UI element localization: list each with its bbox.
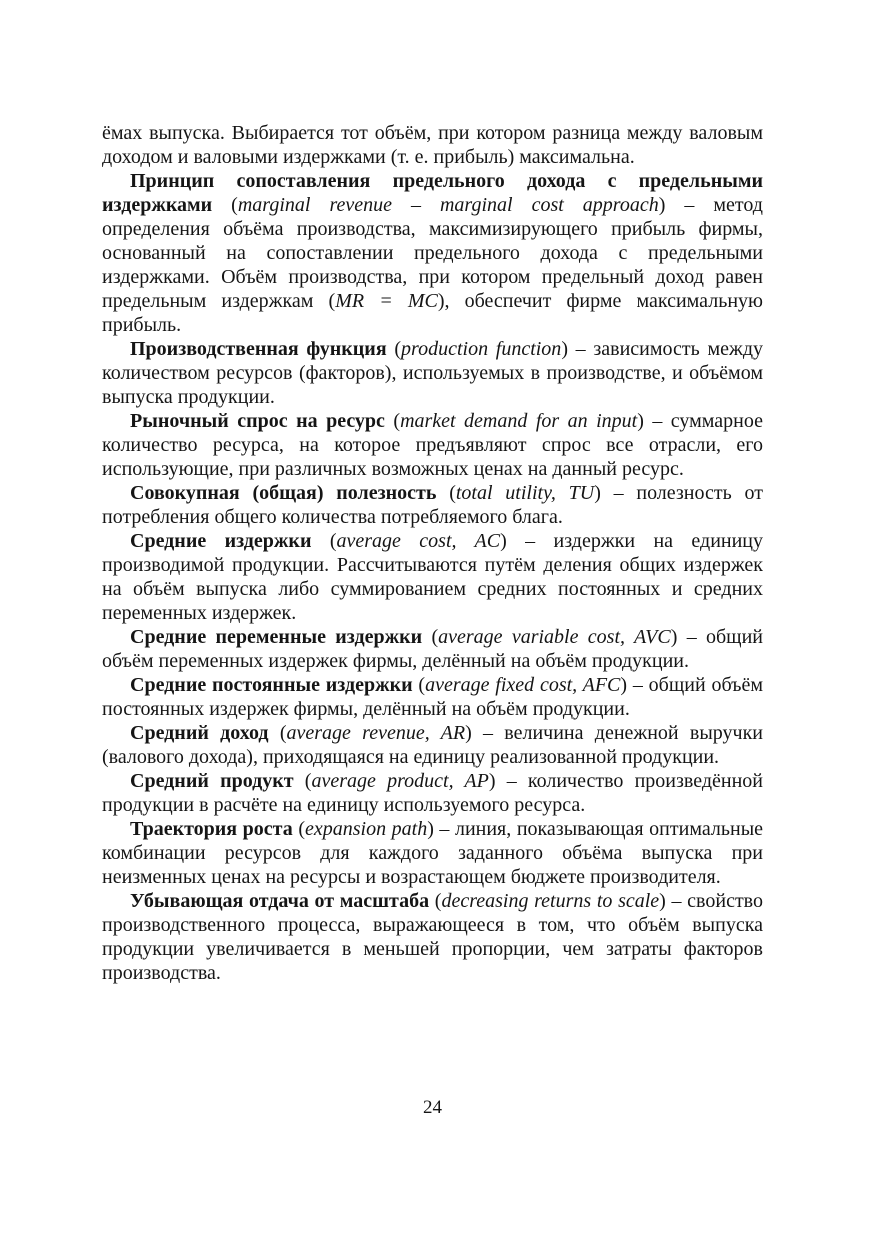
definition-text: ) – зависимость между количеством ресурсов (факторов), используемых в производстве, и объёмом выпуска продукции. xyxy=(102,338,763,408)
term-text: Убывающая отдача от масштаба xyxy=(130,890,430,912)
paragraph xyxy=(102,481,763,529)
paragraph xyxy=(102,169,763,337)
definition-text: ) – свойство производственного процесса, выражающееся в том, что объём выпуска продукции увеличивается в меньшей пропорции, чем затраты факторов производства. xyxy=(102,890,763,984)
term-text: Средний продукт xyxy=(130,770,294,792)
definition-text: ( xyxy=(292,818,305,840)
paragraph xyxy=(102,769,763,817)
definition-text: ( xyxy=(436,482,456,504)
english-term-text: production function xyxy=(401,338,562,360)
english-term-text: average product, AP xyxy=(311,770,489,792)
english-term-text: marginal revenue – marginal cost approach xyxy=(237,194,659,216)
paragraph xyxy=(102,625,763,673)
definition-text: ) – общий объём постоянных издержек фирмы, делённый на объём продукции. xyxy=(102,674,763,720)
definition-text: ) – общий объём переменных издержек фирмы, делённый на объём продукции. xyxy=(102,626,763,672)
definition-text: ( xyxy=(386,338,402,360)
term-text: Средние постоянные издержки xyxy=(130,674,413,696)
paragraph xyxy=(102,817,763,889)
english-term-text: market demand for an input xyxy=(400,410,638,432)
term-text: Траектория роста xyxy=(130,818,293,840)
definition-text: ( xyxy=(422,626,439,648)
definition-text: ( xyxy=(412,674,426,696)
english-term-text: decreasing returns to scale xyxy=(441,890,660,912)
paragraph xyxy=(102,889,763,985)
definition-text: ) – суммарное количество ресурса, на которое предъявляют спрос все отрасли, его использующие, при различных возможных ценах на данный ресурс. xyxy=(102,410,764,480)
definition-text: ёмах выпуска. Выбирается тот объём, при котором разница между валовым доходом и валовыми издержками (т. е. прибыль) максимальна. xyxy=(102,122,763,168)
paragraph xyxy=(102,721,763,769)
definition-text: ) – линия, показывающая оптимальные комбинации ресурсов для каждого заданного объёма выпуска при неизменных ценах на ресурсы и возрастающем бюджете производителя. xyxy=(102,818,764,888)
english-term-text: average cost, AC xyxy=(336,530,501,552)
paragraph xyxy=(102,409,763,481)
definition-text: ) – величина денежной выручки (валового дохода), приходящаяся на единицу реализованной продукции. xyxy=(102,722,763,768)
english-term-text: average revenue, AR xyxy=(286,722,466,744)
english-term-text: MR = MC xyxy=(335,290,438,312)
page-number: 24 xyxy=(423,1097,442,1118)
definition-text: ) – издержки на единицу производимой продукции. Рассчитываются путём деления общих издержек на объём выпуска либо суммированием средних постоянных и средних переменных издержек. xyxy=(102,530,763,624)
term-text: Принцип сопоставления предельного дохода с предельными издержками xyxy=(102,170,763,216)
definition-text: ( xyxy=(268,722,287,744)
definition-text: ( xyxy=(384,410,401,432)
definition-text: ( xyxy=(212,194,238,216)
english-term-text: average fixed cost, AFC xyxy=(425,674,621,696)
definition-text: ), обеспечит фирме максимальную прибыль. xyxy=(102,290,763,336)
paragraph xyxy=(102,673,763,721)
term-text: Рыночный спрос на ресурс xyxy=(130,410,385,432)
paragraph xyxy=(102,121,763,169)
definition-text: ) – количество произведённой продукции в расчёте на единицу используемого ресурса. xyxy=(102,770,764,816)
definition-text: ) – полезность от потребления общего количества потребляемого блага. xyxy=(102,482,763,528)
definition-text: ( xyxy=(311,530,337,552)
english-term-text: expansion path xyxy=(304,818,428,840)
term-text: Совокупная (общая) полезность xyxy=(130,482,437,504)
definition-text: ( xyxy=(293,770,312,792)
term-text: Средний доход xyxy=(130,722,269,744)
definition-text: ) – метод определения объёма производства, максимизирующего прибыль фирмы, основанный на сопоставлении предельного дохода с предельными издержками. Объём производства, при котором предельный доход равен предельным издержкам ( xyxy=(102,194,763,312)
paragraph xyxy=(102,529,763,625)
term-text: Средние переменные издержки xyxy=(130,626,423,648)
term-text: Средние издержки xyxy=(130,530,312,552)
english-term-text: total utility, TU xyxy=(455,482,595,504)
english-term-text: average variable cost, AVC xyxy=(438,626,671,648)
text-column xyxy=(102,121,763,985)
term-text: Производственная функция xyxy=(130,338,387,360)
definition-text: ( xyxy=(429,890,442,912)
paragraph xyxy=(102,337,763,409)
